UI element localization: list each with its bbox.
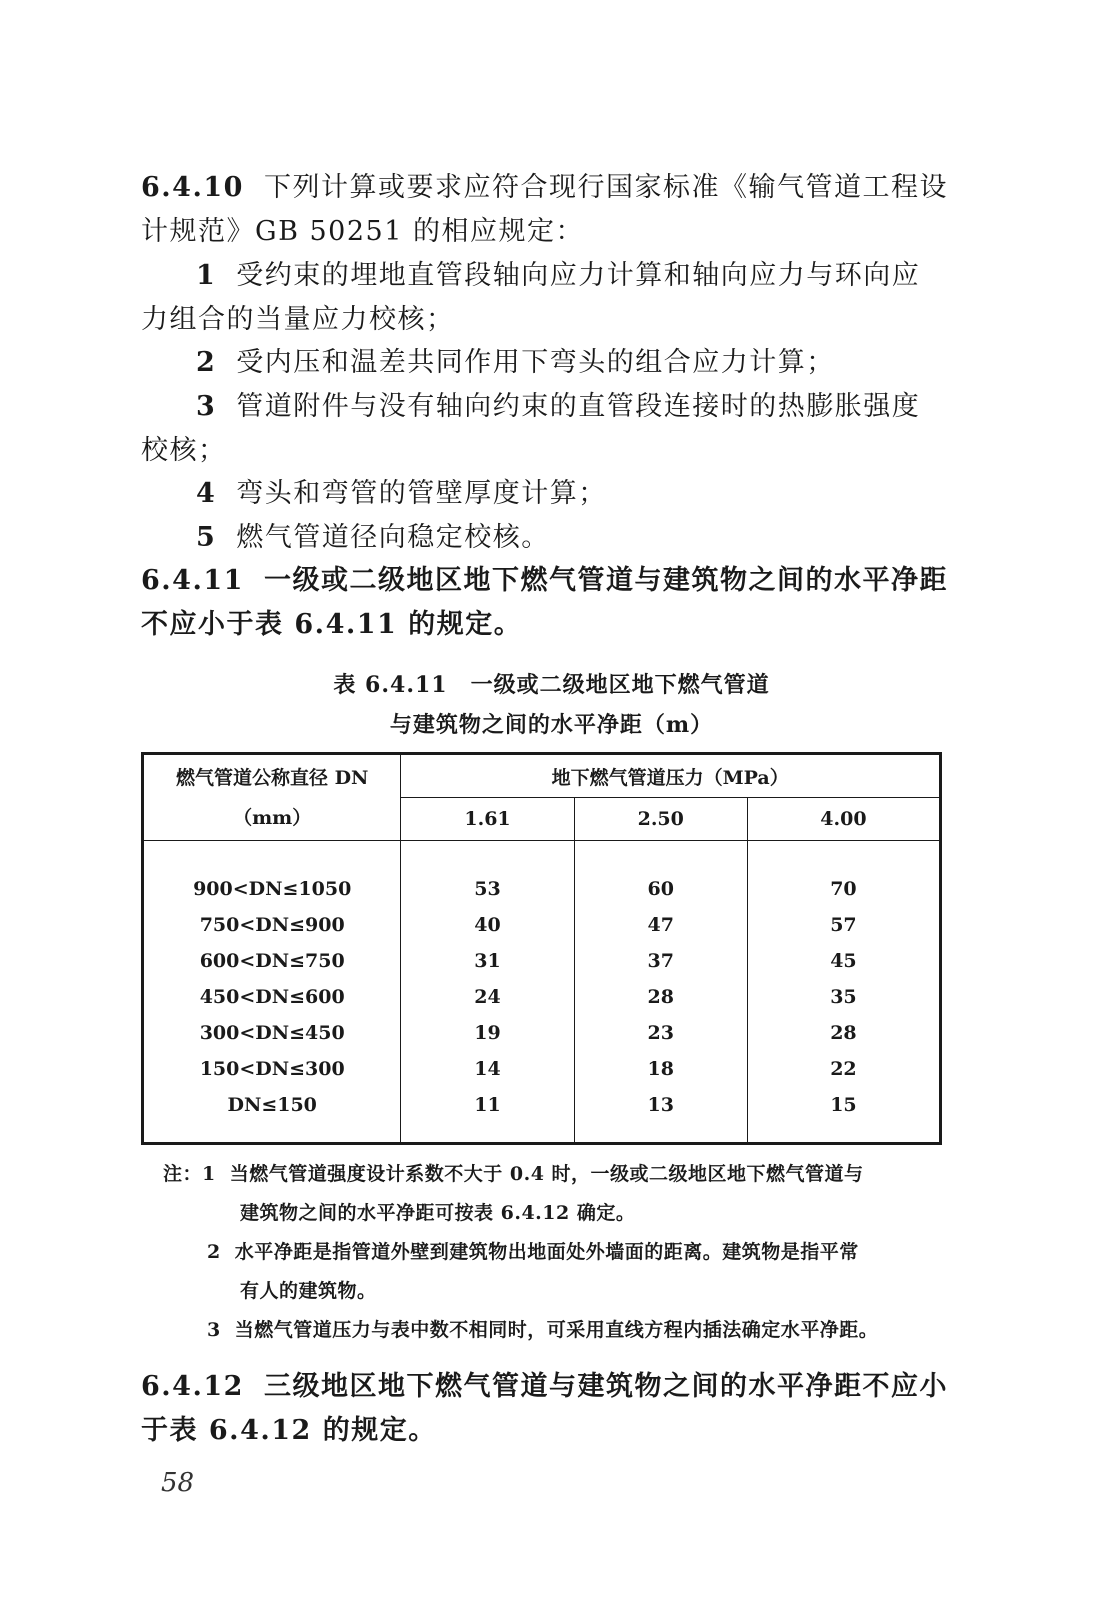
pressure-header-1: 1.61: [401, 798, 574, 841]
section-6-4-10-line2: 计规范》GB 50251 的相应规定：: [141, 216, 584, 247]
distance-value: 35: [830, 986, 857, 1008]
clause-text: 三级地区地下燃气管道与建筑物之间的水平净距不应小: [263, 1371, 948, 1402]
table-caption-line2: 与建筑物之间的水平净距（m）: [389, 712, 714, 738]
list-item-4: [196, 472, 607, 516]
list-item-3: [196, 385, 920, 429]
note-number: 3: [207, 1319, 221, 1341]
page-number: 58: [161, 1468, 195, 1498]
distance-value: 18: [647, 1058, 674, 1080]
item-number: 5: [196, 522, 217, 553]
distance-value: 22: [830, 1058, 857, 1080]
item-text: 燃气管道径向稳定校核。: [236, 522, 550, 553]
distance-table: [141, 752, 942, 1145]
note-3-line1: [207, 1311, 878, 1350]
item-text: 管道附件与没有轴向约束的直管段连接时的热膨胀强度: [236, 391, 921, 422]
distance-value: 37: [647, 950, 674, 972]
distance-value: 14: [474, 1058, 501, 1080]
distance-value: 19: [474, 1022, 501, 1044]
distance-value: 11: [474, 1094, 501, 1116]
note-2-line2: 有人的建筑物。: [240, 1280, 377, 1302]
pressure-header-2: 2.50: [574, 798, 747, 841]
clause-text: 下列计算或要求应符合现行国家标准《输气管道工程设: [263, 172, 948, 203]
dn-column: [143, 841, 401, 1144]
dn-value: 150<DN≤300: [199, 1058, 345, 1080]
dn-value: 600<DN≤750: [199, 950, 345, 972]
dn-header-unit: （mm）: [233, 806, 312, 829]
item-number: 4: [196, 478, 217, 509]
dn-value: 300<DN≤450: [199, 1022, 345, 1044]
list-item-1-cont: 力组合的当量应力校核；: [141, 304, 455, 335]
section-number: 6.4.12: [141, 1371, 244, 1402]
item-number: 2: [196, 347, 217, 378]
dn-value: 450<DN≤600: [199, 986, 345, 1008]
dn-value: DN≤150: [227, 1094, 317, 1116]
dn-value: 750<DN≤900: [199, 914, 345, 936]
dn-value: 900<DN≤1050: [193, 878, 352, 900]
note-1-line1: [163, 1155, 864, 1194]
pressure-3-column: [747, 841, 940, 1144]
distance-value: 28: [647, 986, 674, 1008]
table-caption-line1: 表 6.4.11 一级或二级地区地下燃气管道: [333, 672, 770, 698]
note-text: 当燃气管道压力与表中数不相同时，可采用直线方程内插法确定水平净距。: [234, 1319, 879, 1341]
distance-value: 15: [830, 1094, 857, 1116]
item-number: 1: [196, 260, 217, 291]
section-6-4-11-line2: 不应小于表 6.4.11 的规定。: [141, 609, 523, 640]
item-text: 弯头和弯管的管壁厚度计算；: [236, 478, 607, 509]
section-number: 6.4.10: [141, 172, 244, 203]
note-1-line2: 建筑物之间的水平净距可按表 6.4.12 确定。: [240, 1202, 636, 1224]
section-number: 6.4.11: [141, 565, 244, 596]
list-item-3-cont: 校核；: [141, 435, 227, 466]
distance-value: 70: [830, 878, 857, 900]
section-6-4-12-line2: 于表 6.4.12 的规定。: [141, 1415, 437, 1446]
note-number: 1: [202, 1163, 216, 1185]
distance-value: 45: [830, 950, 857, 972]
distance-value: 47: [647, 914, 674, 936]
pressure-header-3: 4.00: [747, 798, 940, 841]
distance-value: 24: [474, 986, 501, 1008]
section-6-4-10-line1: [141, 166, 948, 210]
note-text: 水平净距是指管道外壁到建筑物出地面处外墙面的距离。建筑物是指平常: [234, 1241, 859, 1263]
dn-header-cell: [143, 754, 401, 841]
pressure-group-header: 地下燃气管道压力（MPa）: [401, 754, 941, 798]
note-number: 2: [207, 1241, 221, 1263]
distance-value: 28: [830, 1022, 857, 1044]
distance-value: 31: [474, 950, 501, 972]
distance-value: 60: [647, 878, 674, 900]
pressure-2-column: [574, 841, 747, 1144]
distance-value: 53: [474, 878, 501, 900]
note-2-line1: [207, 1233, 859, 1272]
dn-header: 燃气管道公称直径 DN: [175, 766, 369, 789]
list-item-1: [196, 254, 920, 298]
section-6-4-11-line1: [141, 559, 948, 603]
distance-value: 13: [647, 1094, 674, 1116]
pressure-1-column: [401, 841, 574, 1144]
item-text: 受约束的埋地直管段轴向应力计算和轴向应力与环向应: [236, 260, 921, 291]
distance-value: 40: [474, 914, 501, 936]
item-number: 3: [196, 391, 217, 422]
list-item-5: [196, 516, 550, 560]
note-text: 当燃气管道强度设计系数不大于 0.4 时，一级或二级地区地下燃气管道与: [229, 1163, 864, 1185]
note-prefix: 注：: [163, 1163, 203, 1185]
distance-value: 57: [830, 914, 857, 936]
distance-value: 23: [647, 1022, 674, 1044]
section-6-4-12-line1: [141, 1365, 948, 1409]
item-text: 受内压和温差共同作用下弯头的组合应力计算；: [236, 347, 835, 378]
list-item-2: [196, 341, 835, 385]
clause-text: 一级或二级地区地下燃气管道与建筑物之间的水平净距: [263, 565, 948, 596]
